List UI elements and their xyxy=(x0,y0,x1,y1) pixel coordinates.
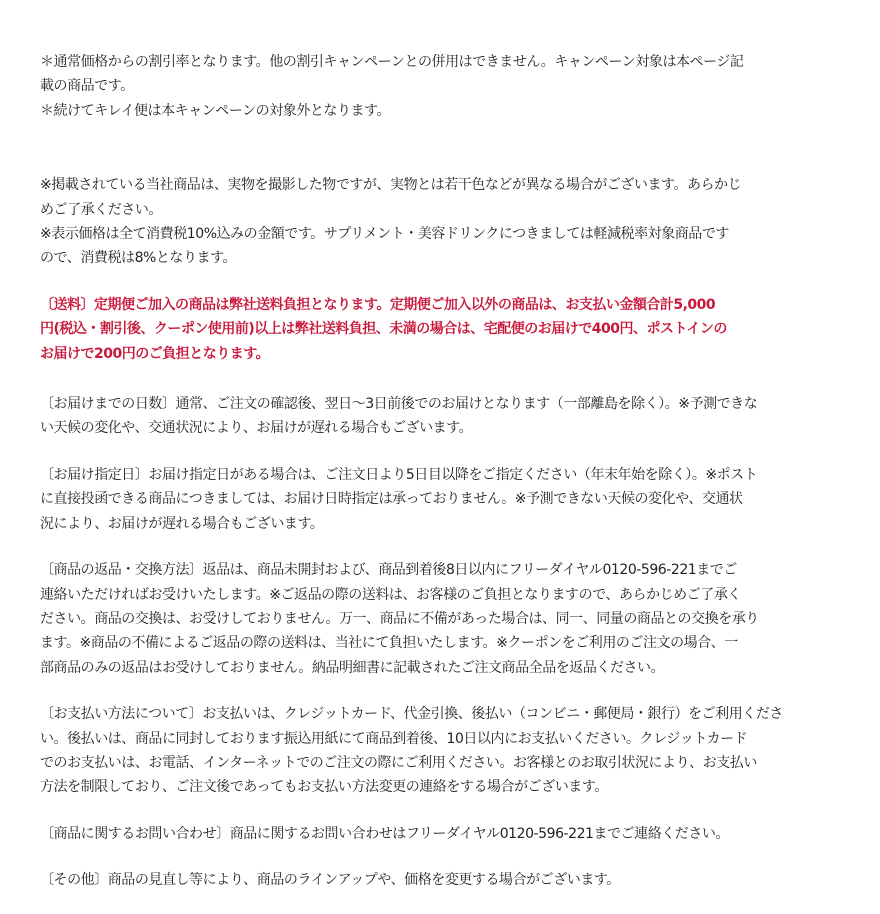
returns-line: 部商品のみの返品はお受けしておりません。納品明細書に記載されたご注文商品全品を返品ください。 xyxy=(40,659,665,676)
inquiries-line: 〔商品に関するお問い合わせ〕商品に関するお問い合わせはフリーダイヤル0120-596-221までご連絡ください。 xyxy=(40,825,729,842)
delivery-date-line: 況により、お届けが遅れる場合もございます。 xyxy=(40,515,324,532)
returns-line: ださい。商品の交換は、お受けしておりません。万一、商品に不備があった場合は、同一、同量の商品との交換を承り xyxy=(40,610,759,627)
shipping-notice xyxy=(40,293,840,366)
delivery-days-line: い天候の変化や、交通状況により、お届けが遅れる場合もございます。 xyxy=(40,420,473,437)
shipping-notice-line: お届けで200円のご負担となります。 xyxy=(40,345,270,362)
other-line: 〔その他〕商品の見直し等により、商品のラインアップや、価格を変更する場合がございます。 xyxy=(40,872,620,889)
general-notes xyxy=(40,173,840,271)
delivery-date-section xyxy=(40,463,840,536)
shipping-notice-line: 〔送料〕定期便ご加入の商品は弊社送料負担となります。定期便ご加入以外の商品は、お支払い金額合計5,000 xyxy=(40,296,716,313)
delivery-days-line: 〔お届けまでの日数〕通常、ご注文の確認後、翌日〜3日前後でのお届けとなります（一部離島を除く）。※予測できな xyxy=(40,396,758,413)
other-section xyxy=(40,868,840,892)
general-note-line: ので、消費税は8%となります。 xyxy=(40,250,237,267)
campaign-note-line: ＊続けてキレイ便は本キャンペーンの対象外となります。 xyxy=(40,102,391,119)
general-note-line: めご了承ください。 xyxy=(40,201,162,218)
general-note-line: ※掲載されている当社商品は、実物を撮影した物ですが、実物とは若干色などが異なる場合がございます。あらかじ xyxy=(40,177,742,194)
campaign-note-line: 載の商品です。 xyxy=(40,78,134,95)
returns-line: ます。※商品の不備によるご返品の際の送料は、当社にて負担いたします。※クーポンをご利用のご注文の場合、一 xyxy=(40,635,738,652)
payment-line: でのお支払いは、お電話、インターネットでのご注文の際にご利用ください。お客様とのお取引状況により、お支払い xyxy=(40,754,757,771)
campaign-notes xyxy=(40,50,840,123)
shipping-notice-line: 円(税込・割引後、クーポン使用前)以上は弊社送料負担、未満の場合は、宅配便のお届けで400円、ポストインの xyxy=(40,321,727,338)
returns-line: 連絡いただければお受けいたします。※ご返品の際の送料は、お客様のご負担となりますので、あらかじめご了承く xyxy=(40,586,741,603)
payment-section xyxy=(40,702,840,800)
inquiries-section xyxy=(40,822,840,846)
payment-line: い。後払いは、商品に同封しております振込用紙にて商品到着後、10日以内にお支払いください。クレジットカード xyxy=(40,730,748,747)
delivery-days-section xyxy=(40,392,840,441)
payment-line: 方法を制限しており、ご注文後であってもお支払い方法変更の連絡をする場合がございます。 xyxy=(40,779,608,796)
returns-line: 〔商品の返品・交換方法〕返品は、商品未開封および、商品到着後8日以内にフリーダイヤル0120-596-221までご xyxy=(40,562,737,579)
delivery-date-line: 〔お届け指定日〕お届け指定日がある場合は、ご注文日より5日目以降をご指定ください（年末年始を除く）。※ポスト xyxy=(40,466,758,483)
delivery-date-line: に直接投函できる商品につきましては、お届け日時指定は承っておりません。※予測できない天候の変化や、交通状 xyxy=(40,491,743,508)
returns-section xyxy=(40,558,840,680)
general-note-line: ※表示価格は全て消費税10%込みの金額です。サプリメント・美容ドリンクにつきましては軽減税率対象商品です xyxy=(40,226,729,243)
campaign-note-line: ＊通常価格からの割引率となります。他の割引キャンペーンとの併用はできません。キャンペーン対象は本ページ記 xyxy=(40,54,744,70)
payment-line: 〔お支払い方法について〕お支払いは、クレジットカード、代金引換、後払い（コンビニ・郵便局・銀行）をご利用くださ xyxy=(40,706,783,723)
